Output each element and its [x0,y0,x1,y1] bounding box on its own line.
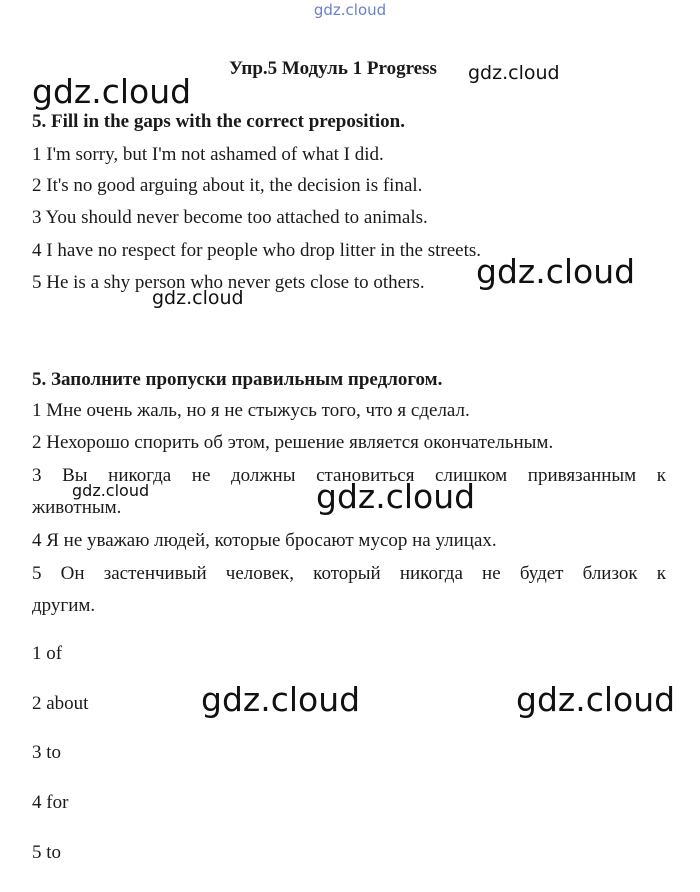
english-heading: 5. Fill in the gaps with the correct preposition. [32,111,405,132]
russian-sentence-5-line-1: 5 Он застенчивый человек, который никогда не будет близок к [32,563,666,584]
russian-heading: 5. Заполните пропуски правильным предлогом. [32,369,443,390]
header-watermark: gdz.cloud [313,1,387,19]
russian-sentence-4: 4 Я не уважаю людей, которые бросают мусор на улицах. [32,530,497,551]
page-title: Упр.5 Модуль 1 Progress [229,58,437,79]
russian-sentence-3-line-2: животным. [32,497,122,518]
russian-sentence-2: 2 Нехорошо спорить об этом, решение является окончательным. [32,432,554,453]
answer-1: 1 of [32,643,63,664]
answer-5: 5 to [32,842,62,863]
watermark: gdz.cloud [468,62,560,84]
english-sentence-3: 3 You should never become too attached to animals. [32,207,428,228]
russian-sentence-1: 1 Мне очень жаль, но я не стыжусь того, что я сделал. [32,400,470,421]
watermark: gdz.cloud [316,477,476,516]
answer-2: 2 about [32,693,89,714]
answer-4: 4 for [32,792,69,813]
russian-sentence-5-line-2: другим. [32,595,96,616]
watermark: gdz.cloud [152,287,244,309]
english-sentence-4: 4 I have no respect for people who drop litter in the streets. [32,240,481,261]
watermark: gdz.cloud [72,481,150,500]
english-sentence-5: 5 He is a shy person who never gets close to others. [32,272,425,293]
answer-3: 3 to [32,742,62,763]
english-sentence-2: 2 It's no good arguing about it, the decision is final. [32,175,423,196]
watermark: gdz.cloud [32,72,192,111]
watermark: gdz.cloud [201,680,361,719]
english-sentence-1: 1 I'm sorry, but I'm not ashamed of what I did. [32,144,384,165]
russian-sentence-3-line-1: 3 Вы никогда не должны становиться слишком привязанным к [32,465,666,486]
watermark: gdz.cloud [476,252,636,291]
watermark: gdz.cloud [516,680,676,719]
